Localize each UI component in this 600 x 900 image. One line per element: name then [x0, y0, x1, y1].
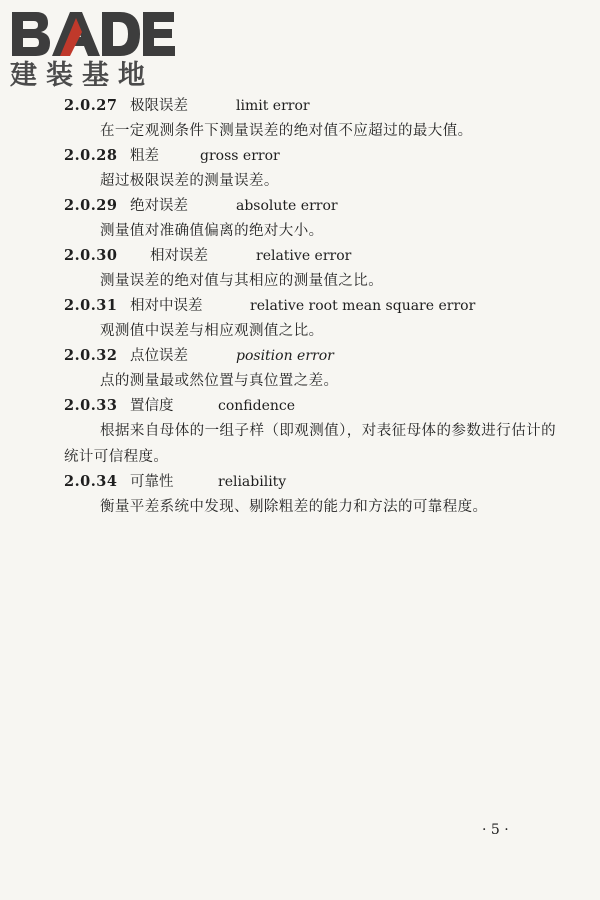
term-chinese: 粗差: [130, 148, 159, 164]
bade-logo-mark: [8, 4, 178, 64]
term-english: absolute error: [236, 198, 338, 214]
term-chinese: 可靠性: [130, 474, 174, 490]
entry-number: 2.0.29: [64, 197, 118, 214]
term-definition: 在一定观测条件下测量误差的绝对值不应超过的最大值。: [100, 123, 473, 139]
term-english: reliability: [218, 474, 287, 490]
glossary-entry: [64, 144, 564, 194]
glossary-entry: [64, 244, 564, 294]
glossary-entry: [64, 294, 564, 344]
term-chinese: 置信度: [130, 398, 174, 414]
term-chinese: 绝对误差: [130, 198, 188, 214]
entry-number: 2.0.27: [64, 97, 118, 114]
term-definition: 根据来自母体的一组子样（即观测值），对表征母体的参数进行估计的统计可信程度。: [64, 423, 556, 465]
entry-number: 2.0.34: [64, 473, 118, 490]
glossary-entry: [64, 194, 564, 244]
term-chinese: 点位误差: [130, 348, 188, 364]
glossary-entry: [64, 94, 564, 144]
term-english: limit error: [236, 98, 310, 114]
entry-number: 2.0.28: [64, 147, 118, 164]
glossary-entry: [64, 394, 564, 470]
page-number: · 5 ·: [482, 822, 509, 838]
term-definition: 点的测量最或然位置与真位置之差。: [100, 373, 339, 389]
term-definition: 测量误差的绝对值与其相应的测量值之比。: [100, 273, 384, 289]
term-english: gross error: [200, 148, 280, 164]
entry-number: 2.0.32: [64, 347, 118, 364]
glossary-entry: [64, 470, 564, 520]
term-chinese: 相对中误差: [130, 298, 203, 314]
bade-logo: [8, 4, 178, 90]
term-english: position error: [236, 348, 334, 364]
term-definition: 测量值对准确值偏离的绝对大小。: [100, 223, 324, 239]
term-chinese: 相对误差: [150, 248, 208, 264]
term-english: confidence: [218, 398, 296, 414]
term-definition: 衡量平差系统中发现、剔除粗差的能力和方法的可靠程度。: [100, 499, 488, 515]
term-definition: 观测值中误差与相应观测值之比。: [100, 323, 324, 339]
term-english: relative error: [256, 248, 352, 264]
entry-number: 2.0.30: [64, 247, 118, 264]
glossary-entry: [64, 344, 564, 394]
glossary-list: [64, 94, 564, 520]
term-chinese: 极限误差: [130, 98, 188, 114]
logo-tagline: 建装基地: [10, 60, 154, 91]
term-english: relative root mean square error: [250, 298, 476, 314]
entry-number: 2.0.31: [64, 297, 118, 314]
entry-number: 2.0.33: [64, 397, 118, 414]
term-definition: 超过极限误差的测量误差。: [100, 173, 279, 189]
